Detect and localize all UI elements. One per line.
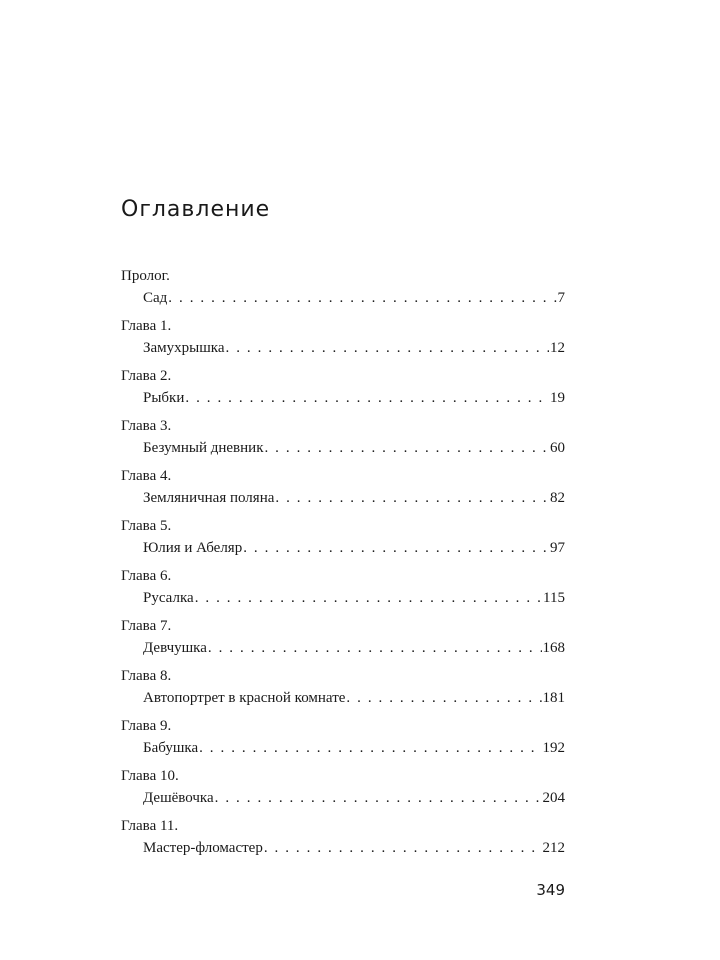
dot-leader	[199, 737, 541, 759]
chapter-page-number: 115	[543, 590, 565, 606]
toc-link-rusalka[interactable]	[121, 587, 565, 609]
dot-leader	[243, 537, 549, 559]
chapter-label: Глава 9.	[121, 718, 172, 734]
toc-entry	[121, 715, 565, 765]
chapter-label: Глава 5.	[121, 518, 172, 534]
toc-entry	[121, 315, 565, 365]
dot-leader	[195, 587, 542, 609]
toc-entry	[121, 615, 565, 665]
chapter-label: Глава 2.	[121, 368, 172, 384]
toc-link-rybki[interactable]	[121, 387, 565, 409]
dot-leader	[264, 437, 549, 459]
chapter-label: Глава 7.	[121, 618, 172, 634]
chapter-label: Глава 6.	[121, 568, 172, 584]
chapter-title: Земляничная поляна	[143, 490, 275, 506]
chapter-title: Рыбки	[143, 390, 185, 406]
toc-entry	[121, 815, 565, 865]
chapter-title: Дешёвочка	[143, 790, 214, 806]
toc-link-avtoportret[interactable]	[121, 687, 565, 709]
table-of-contents	[121, 265, 565, 865]
dot-leader	[185, 387, 549, 409]
chapter-label: Глава 11.	[121, 818, 179, 834]
toc-link-master-flomaster[interactable]	[121, 837, 565, 859]
toc-link-bezumnyi-dnevnik[interactable]	[121, 437, 565, 459]
chapter-title: Замухрышка	[143, 340, 225, 356]
toc-entry	[121, 265, 565, 315]
chapter-label: Глава 3.	[121, 418, 172, 434]
chapter-label: Глава 4.	[121, 468, 172, 484]
dot-leader	[275, 487, 549, 509]
dot-leader	[264, 837, 542, 859]
toc-link-yuliya-i-abelyar[interactable]	[121, 537, 565, 559]
toc-entry	[121, 665, 565, 715]
chapter-label: Пролог.	[121, 268, 170, 284]
chapter-page-number: 212	[542, 840, 565, 856]
chapter-page-number: 12	[550, 340, 565, 356]
chapter-page-number: 192	[542, 740, 565, 756]
chapter-label: Глава 10.	[121, 768, 179, 784]
toc-entry	[121, 515, 565, 565]
chapter-label: Глава 1.	[121, 318, 172, 334]
dot-leader	[208, 637, 542, 659]
toc-entry	[121, 565, 565, 615]
chapter-title: Безумный дневник	[143, 440, 264, 456]
chapter-page-number: 168	[542, 640, 565, 656]
toc-entry	[121, 415, 565, 465]
chapter-page-number: 7	[557, 290, 565, 306]
toc-link-devchushka[interactable]	[121, 637, 565, 659]
dot-leader	[168, 287, 556, 309]
chapter-title: Мастер-фломастер	[143, 840, 263, 856]
dot-leader	[215, 787, 542, 809]
chapter-page-number: 97	[550, 540, 565, 556]
toc-entry	[121, 465, 565, 515]
toc-link-babushka[interactable]	[121, 737, 565, 759]
chapter-title: Русалка	[143, 590, 194, 606]
chapter-title: Бабушка	[143, 740, 199, 756]
chapter-page-number: 19	[550, 390, 565, 406]
chapter-page-number: 204	[542, 790, 565, 806]
chapter-page-number: 82	[550, 490, 565, 506]
chapter-label: Глава 8.	[121, 668, 172, 684]
chapter-title: Девчушка	[143, 640, 207, 656]
toc-link-deshevochka[interactable]	[121, 787, 565, 809]
toc-entry	[121, 365, 565, 415]
chapter-page-number: 60	[550, 440, 565, 456]
toc-entry	[121, 765, 565, 815]
chapter-title: Сад	[143, 290, 168, 306]
chapter-title: Юлия и Абеляр	[143, 540, 243, 556]
dot-leader	[226, 337, 549, 359]
toc-link-zamukhryshka[interactable]	[121, 337, 565, 359]
page-number: 349	[536, 881, 565, 899]
dot-leader	[346, 687, 541, 709]
page-title: Оглавление	[121, 197, 271, 222]
toc-link-sad[interactable]	[121, 287, 565, 309]
chapter-title: Автопортрет в красной комнате	[143, 690, 346, 706]
chapter-page-number: 181	[542, 690, 565, 706]
toc-link-zemlyanichnaya-polyana[interactable]	[121, 487, 565, 509]
